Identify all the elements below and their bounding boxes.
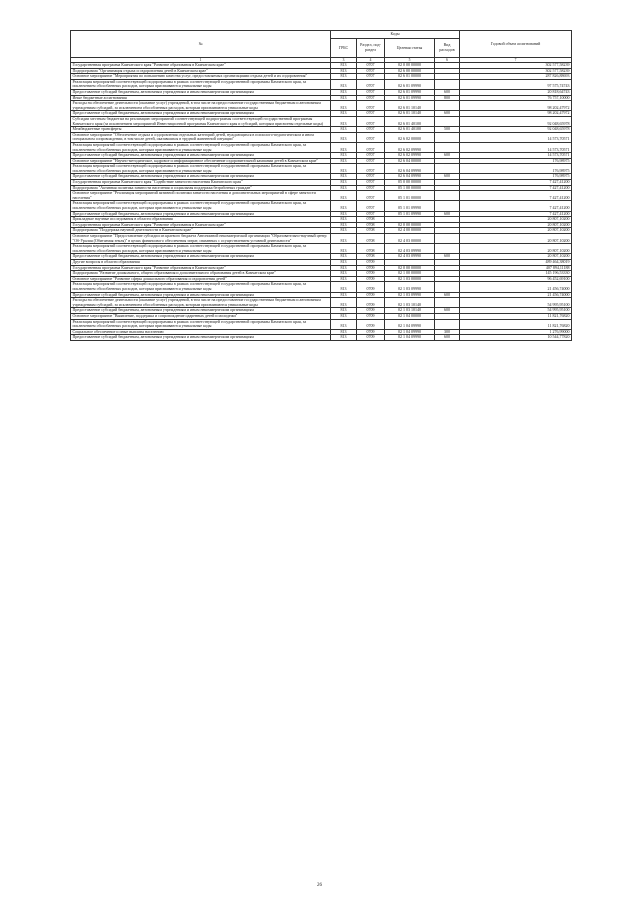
row-name-cell: Иные бюджетные ассигнования bbox=[71, 95, 331, 101]
row-sum-cell: 97 575,74743 bbox=[460, 79, 572, 89]
row-grbs-cell: 813 bbox=[331, 282, 357, 292]
row-csr-cell: 02 6 00 00000 bbox=[385, 68, 435, 74]
row-csr-cell: 05 1 01 09990 bbox=[385, 201, 435, 211]
row-vr-cell bbox=[435, 132, 460, 142]
row-sum-cell: 7 427,41200 bbox=[460, 185, 572, 191]
row-vr-cell: 600 bbox=[435, 111, 460, 117]
row-csr-cell: 02 6 01 40100 bbox=[385, 116, 435, 126]
row-sum-cell: 54 995,95100 bbox=[460, 298, 572, 308]
budget-allocation-table bbox=[70, 30, 572, 341]
row-razdel-cell: 0707 bbox=[357, 101, 385, 111]
row-csr-cell: 02 1 04 09990 bbox=[385, 319, 435, 329]
row-razdel-cell: 0708 bbox=[357, 244, 385, 254]
row-vr-cell: 600 bbox=[435, 89, 460, 95]
header-vr: Вид расходов bbox=[435, 39, 460, 58]
row-razdel-cell: 0709 bbox=[357, 276, 385, 282]
row-name-cell: Основное мероприятие "Развитие сферы дошкольного образования и оздоровления детей" bbox=[71, 276, 331, 282]
row-grbs-cell: 813 bbox=[331, 319, 357, 329]
row-grbs-cell: 813 bbox=[331, 111, 357, 117]
table-row bbox=[71, 132, 572, 142]
row-grbs-cell: 813 bbox=[331, 298, 357, 308]
row-csr-cell: 02 1 04 09990 bbox=[385, 329, 435, 335]
row-grbs-cell: 813 bbox=[331, 153, 357, 159]
row-vr-cell: 600 bbox=[435, 153, 460, 159]
row-name-cell: Предоставление субсидий бюджетным, автономным учреждениям и иным некоммерческим организациям bbox=[71, 89, 331, 95]
row-csr-cell: 02 1 04 00000 bbox=[385, 313, 435, 319]
header-grbs: ГРБС bbox=[331, 39, 357, 58]
row-csr-cell: 05 1 01 00000 bbox=[385, 191, 435, 201]
row-razdel-cell: 0707 bbox=[357, 116, 385, 126]
column-number: 3 bbox=[331, 58, 357, 63]
row-razdel-cell: 0709 bbox=[357, 292, 385, 298]
row-name-cell: Межбюджетные трансферты bbox=[71, 127, 331, 133]
row-grbs-cell: 813 bbox=[331, 116, 357, 126]
row-name-cell: Реализация мероприятий соответствующей подпрограммы в рамках соответствующей государственной программы Камчатского края, за исключением обособленных расходов, которым присваиваются уникальные коды bbox=[71, 201, 331, 211]
header-csr: Целевая статья bbox=[385, 39, 435, 58]
row-sum-cell: 20 807,10200 bbox=[460, 254, 572, 260]
row-grbs-cell: 813 bbox=[331, 101, 357, 111]
row-grbs-cell: 813 bbox=[331, 174, 357, 180]
row-grbs-cell: 813 bbox=[331, 217, 357, 223]
row-grbs-cell: 813 bbox=[331, 68, 357, 74]
row-razdel-cell: 0708 bbox=[357, 222, 385, 228]
row-grbs-cell: 813 bbox=[331, 254, 357, 260]
row-name-cell: Предоставление субсидий бюджетным, автономным учреждениям и иным некоммерческим организациям bbox=[71, 153, 331, 159]
row-razdel-cell: 0707 bbox=[357, 132, 385, 142]
row-sum-cell: 92 048,65978 bbox=[460, 127, 572, 133]
table-row bbox=[71, 282, 572, 292]
row-sum-cell: 76 757,10000 bbox=[460, 95, 572, 101]
row-sum-cell: 21 456,74000 bbox=[460, 292, 572, 298]
row-sum-cell: 98 202,47972 bbox=[460, 101, 572, 111]
row-grbs-cell: 813 bbox=[331, 180, 357, 186]
row-vr-cell: 600 bbox=[435, 292, 460, 298]
row-name-cell: Реализация мероприятий соответствующей подпрограммы в рамках соответствующей государственной программы Камчатского края, за исключением обособленных расходов, которым присваиваются уникальные коды bbox=[71, 319, 331, 329]
table-row bbox=[71, 101, 572, 111]
row-csr-cell: 05 1 00 00000 bbox=[385, 185, 435, 191]
row-grbs-cell: 813 bbox=[331, 308, 357, 314]
row-sum-cell: 96 452,69100 bbox=[460, 276, 572, 282]
row-csr-cell: 02 6 01 40100 bbox=[385, 127, 435, 133]
row-vr-cell bbox=[435, 282, 460, 292]
row-vr-cell bbox=[435, 191, 460, 201]
row-sum-cell: 176,98975 bbox=[460, 174, 572, 180]
row-razdel-cell: 0708 bbox=[357, 254, 385, 260]
row-razdel-cell: 0709 bbox=[357, 313, 385, 319]
row-razdel-cell: 0707 bbox=[357, 79, 385, 89]
row-vr-cell bbox=[435, 116, 460, 126]
row-csr-cell: 02 6 04 09990 bbox=[385, 174, 435, 180]
row-razdel-cell: 0709 bbox=[357, 319, 385, 329]
row-razdel-cell: 0707 bbox=[357, 174, 385, 180]
row-vr-cell bbox=[435, 319, 460, 329]
row-grbs-cell: 813 bbox=[331, 292, 357, 298]
row-grbs-cell: 813 bbox=[331, 185, 357, 191]
header-number: № bbox=[71, 31, 331, 58]
row-grbs-cell: 813 bbox=[331, 265, 357, 271]
column-number: 1 bbox=[71, 58, 331, 63]
row-razdel-cell: 0707 bbox=[357, 158, 385, 164]
row-razdel-cell: 0708 bbox=[357, 228, 385, 234]
row-razdel-cell: 0707 bbox=[357, 180, 385, 186]
row-razdel-cell: 0707 bbox=[357, 211, 385, 217]
row-sum-cell: 14 573,70571 bbox=[460, 153, 572, 159]
row-csr-cell: 02 6 01 09990 bbox=[385, 89, 435, 95]
table-row bbox=[71, 191, 572, 201]
row-sum-cell: 11 821,76820 bbox=[460, 319, 572, 329]
column-number: 7 bbox=[460, 58, 572, 63]
row-vr-cell: 600 bbox=[435, 308, 460, 314]
row-grbs-cell: 813 bbox=[331, 164, 357, 174]
row-grbs-cell: 813 bbox=[331, 222, 357, 228]
row-sum-cell: 7 427,41200 bbox=[460, 180, 572, 186]
row-razdel-cell: 0707 bbox=[357, 191, 385, 201]
row-razdel-cell: 0707 bbox=[357, 111, 385, 117]
row-csr-cell: 02 6 01 10140 bbox=[385, 101, 435, 111]
row-sum-cell: 20 807,10200 bbox=[460, 244, 572, 254]
row-csr-cell: 02 4 03 00000 bbox=[385, 234, 435, 244]
row-name-cell: Предоставление субсидий бюджетным, автономным учреждениям и иным некоммерческим организациям bbox=[71, 211, 331, 217]
row-grbs-cell: 813 bbox=[331, 63, 357, 69]
row-sum-cell: 14 573,70571 bbox=[460, 132, 572, 142]
row-csr-cell: 02 0 00 00000 bbox=[385, 265, 435, 271]
page-number: 26 bbox=[317, 883, 322, 888]
row-csr-cell: 05 1 01 09990 bbox=[385, 211, 435, 217]
row-sum-cell: 20 807,10200 bbox=[460, 222, 572, 228]
row-csr-cell: 02 6 02 09990 bbox=[385, 153, 435, 159]
row-sum-cell: 54 995,95100 bbox=[460, 308, 572, 314]
table-row bbox=[71, 234, 572, 244]
row-grbs-cell: 813 bbox=[331, 127, 357, 133]
row-csr-cell: 02 6 01 09990 bbox=[385, 79, 435, 89]
header-codes-group: Коды bbox=[331, 31, 460, 39]
row-razdel-cell: 0709 bbox=[357, 308, 385, 314]
row-name-cell: Основное мероприятие "Предоставление субсидии из краевого бюджета Автономной некоммерческой организации "Образовательно-научный центр "Об-Уралия (Обитаемая земля)" в целях финансового обеспечения затрат, связанных с осуществлением уставной деятельности" bbox=[71, 234, 331, 244]
row-razdel-cell: 0707 bbox=[357, 74, 385, 80]
row-csr-cell: 02 6 01 10140 bbox=[385, 111, 435, 117]
row-razdel-cell: 0707 bbox=[357, 185, 385, 191]
table-row bbox=[71, 244, 572, 254]
row-name-cell: Расходы на обеспечение деятельности (оказание услуг) учреждений, в том числе на предоставление государственным бюджетным и автономным учреждениям субсидий, за исключением обособленных расходов, которым присваиваются уникальные коды bbox=[71, 101, 331, 111]
row-name-cell: Предоставление субсидий бюджетным, автономным учреждениям и иным некоммерческим организациям bbox=[71, 174, 331, 180]
row-csr-cell: 02 1 03 10140 bbox=[385, 298, 435, 308]
row-name-cell: Подпрограмма "Поддержка научной деятельности в Камчатском крае" bbox=[71, 228, 331, 234]
budget-table-sheet bbox=[70, 30, 571, 341]
column-number: 4 bbox=[357, 58, 385, 63]
row-grbs-cell: 813 bbox=[331, 244, 357, 254]
row-csr-cell: 02 4 00 00000 bbox=[385, 228, 435, 234]
row-csr-cell: 02 6 02 09990 bbox=[385, 142, 435, 152]
row-grbs-cell: 813 bbox=[331, 74, 357, 80]
row-sum-cell: 489 464,38019 bbox=[460, 259, 572, 265]
row-grbs-cell: 813 bbox=[331, 79, 357, 89]
row-sum-cell: 302 577,58239 bbox=[460, 68, 572, 74]
row-grbs-cell: 813 bbox=[331, 191, 357, 201]
table-row bbox=[71, 79, 572, 89]
row-sum-cell: 7 427,41200 bbox=[460, 191, 572, 201]
row-sum-cell: 176,98975 bbox=[460, 164, 572, 174]
row-grbs-cell: 813 bbox=[331, 142, 357, 152]
row-razdel-cell: 0707 bbox=[357, 201, 385, 211]
row-csr-cell: 02 6 04 09990 bbox=[385, 164, 435, 174]
row-vr-cell bbox=[435, 142, 460, 152]
row-name-cell: Реализация мероприятий соответствующей подпрограммы в рамках соответствующей государственной программы Камчатского края, за исключением обособленных расходов, которым присваиваются уникальные коды bbox=[71, 79, 331, 89]
row-sum-cell: 20 807,10200 bbox=[460, 217, 572, 223]
row-sum-cell: 7 427,41200 bbox=[460, 201, 572, 211]
row-sum-cell: 20 807,10200 bbox=[460, 234, 572, 244]
row-vr-cell bbox=[435, 298, 460, 308]
row-csr-cell: 02 6 02 00000 bbox=[385, 132, 435, 142]
row-csr-cell: 02 6 04 00000 bbox=[385, 158, 435, 164]
row-name-cell: Подпрограмма "Развитие дошкольного, общего образования и дополнительного образования детей в Камчатском крае" bbox=[71, 271, 331, 277]
row-razdel-cell: 0709 bbox=[357, 329, 385, 335]
table-row bbox=[71, 116, 572, 126]
column-number: 6 bbox=[435, 58, 460, 63]
row-grbs-cell: 813 bbox=[331, 335, 357, 341]
row-name-cell: Социальное обеспечение и иные выплаты населению bbox=[71, 329, 331, 335]
row-name-cell: Другие вопросы в области образования bbox=[71, 259, 331, 265]
row-razdel-cell: 0709 bbox=[357, 271, 385, 277]
row-grbs-cell: 813 bbox=[331, 201, 357, 211]
row-name-cell: Подпрограмма "Активная политика занятости населения и социальная поддержка безработных граждан" bbox=[71, 185, 331, 191]
row-grbs-cell: 813 bbox=[331, 95, 357, 101]
row-razdel-cell: 0707 bbox=[357, 68, 385, 74]
row-razdel-cell: 0709 bbox=[357, 335, 385, 341]
row-razdel-cell: 0708 bbox=[357, 234, 385, 244]
row-name-cell: Расходы на обеспечение деятельности (оказание услуг) учреждений, в том числе на предоставление государственным бюджетным и автономным учреждениям субсидий, за исключением обособленных расходов, которым присваиваются уникальные коды bbox=[71, 298, 331, 308]
row-vr-cell: 600 bbox=[435, 174, 460, 180]
row-name-cell: Государственная программа Камчатского края "Содействие занятости населения Камчатского края" bbox=[71, 180, 331, 186]
row-sum-cell: 7 427,41200 bbox=[460, 211, 572, 217]
row-vr-cell bbox=[435, 234, 460, 244]
row-razdel-cell: 0709 bbox=[357, 265, 385, 271]
row-grbs-cell: 813 bbox=[331, 313, 357, 319]
row-grbs-cell: 813 bbox=[331, 276, 357, 282]
row-razdel-cell: 0709 bbox=[357, 259, 385, 265]
row-razdel-cell: 0707 bbox=[357, 153, 385, 159]
table-row bbox=[71, 201, 572, 211]
row-grbs-cell: 813 bbox=[331, 259, 357, 265]
row-sum-cell: 176,98975 bbox=[460, 158, 572, 164]
row-razdel-cell: 0708 bbox=[357, 217, 385, 223]
table-row bbox=[71, 298, 572, 308]
row-sum-cell: 20 818,64743 bbox=[460, 89, 572, 95]
row-csr-cell: 02 1 03 00000 bbox=[385, 276, 435, 282]
row-csr-cell: 02 1 03 10140 bbox=[385, 308, 435, 314]
row-razdel-cell: 0707 bbox=[357, 127, 385, 133]
row-name-cell: Подпрограмма "Организация отдыха и оздоровления детей в Камчатском крае" bbox=[71, 68, 331, 74]
row-vr-cell: 800 bbox=[435, 95, 460, 101]
header-annual-volume: Годовой объем ассигнований bbox=[460, 31, 572, 58]
row-csr-cell: 02 6 01 09990 bbox=[385, 95, 435, 101]
row-name-cell: Основное мероприятие "Научно-методическое, кадровое и информационное обеспечение оздоровительной кампании детей в Камчатском крае" bbox=[71, 158, 331, 164]
row-grbs-cell: 813 bbox=[331, 211, 357, 217]
row-grbs-cell: 813 bbox=[331, 329, 357, 335]
header-razdel: Раздел, под-раздел bbox=[357, 39, 385, 58]
row-name-cell: Государственная программа Камчатского края "Развитие образования в Камчатском крае" bbox=[71, 222, 331, 228]
row-sum-cell: 10 544,77820 bbox=[460, 335, 572, 341]
column-number: 5 bbox=[385, 58, 435, 63]
row-vr-cell bbox=[435, 79, 460, 89]
row-sum-cell: 302 577,58239 bbox=[460, 63, 572, 69]
row-name-cell: Основное мероприятие "Выявление, поддержка и сопровождение одаренных детей и молодежи" bbox=[71, 313, 331, 319]
row-name-cell: Государственная программа Камчатского края "Развитие образования в Камчатском крае" bbox=[71, 63, 331, 69]
row-csr-cell: 02 4 03 09990 bbox=[385, 244, 435, 254]
row-name-cell: Реализация мероприятий соответствующей подпрограммы в рамках соответствующей государственной программы Камчатского края, за исключением обособленных расходов, которым присваиваются уникальные коды bbox=[71, 282, 331, 292]
row-name-cell: Прикладные научные исследования в области образования bbox=[71, 217, 331, 223]
row-csr-cell: 02 0 00 00000 bbox=[385, 222, 435, 228]
row-razdel-cell: 0709 bbox=[357, 282, 385, 292]
row-name-cell: Основное мероприятие "Реализация мероприятий активной политики занятости населения и дополнительных мероприятий в сфере занятости населения" bbox=[71, 191, 331, 201]
row-razdel-cell: 0709 bbox=[357, 298, 385, 308]
row-vr-cell bbox=[435, 164, 460, 174]
row-vr-cell: 300 bbox=[435, 329, 460, 335]
row-csr-cell: 02 1 00 00000 bbox=[385, 271, 435, 277]
row-name-cell: Реализация мероприятий соответствующей подпрограммы в рамках соответствующей государственной программы Камчатского края, за исключением обособленных расходов, которым присваиваются уникальные коды bbox=[71, 164, 331, 174]
table-row bbox=[71, 142, 572, 152]
row-vr-cell: 600 bbox=[435, 254, 460, 260]
row-name-cell: Предоставление субсидий бюджетным, автономным учреждениям и иным некоммерческим организациям bbox=[71, 111, 331, 117]
row-csr-cell: 02 0 00 00000 bbox=[385, 63, 435, 69]
row-grbs-cell: 813 bbox=[331, 132, 357, 142]
row-sum-cell: 11 821,76820 bbox=[460, 313, 572, 319]
row-sum-cell: 1 276,99000 bbox=[460, 329, 572, 335]
row-grbs-cell: 813 bbox=[331, 89, 357, 95]
row-sum-cell: 98 202,47972 bbox=[460, 111, 572, 117]
row-razdel-cell: 0707 bbox=[357, 89, 385, 95]
table-row bbox=[71, 319, 572, 329]
row-name-cell: Предоставление субсидий бюджетным, автономным учреждениям и иным некоммерческим организациям bbox=[71, 292, 331, 298]
row-name-cell: Основное мероприятие "Обеспечение отдыха и оздоровления отдельных категорий детей, нуждающихся в психолого-педагогическом и ином специальном сопровождении, в том числе детей, оказавшихся в трудной жизненной ситуации" bbox=[71, 132, 331, 142]
row-sum-cell: 287 826,88693 bbox=[460, 74, 572, 80]
row-csr-cell: 05 0 00 00000 bbox=[385, 180, 435, 186]
row-vr-cell bbox=[435, 244, 460, 254]
row-csr-cell: 02 6 01 00000 bbox=[385, 74, 435, 80]
table-row bbox=[71, 164, 572, 174]
row-grbs-cell: 813 bbox=[331, 271, 357, 277]
row-name-cell: Предоставление субсидий бюджетным, автономным учреждениям и иным некоммерческим организациям bbox=[71, 308, 331, 314]
row-grbs-cell: 813 bbox=[331, 228, 357, 234]
row-sum-cell: 21 456,74000 bbox=[460, 282, 572, 292]
row-csr-cell: 02 4 03 09990 bbox=[385, 254, 435, 260]
row-csr-cell: 02 1 04 09990 bbox=[385, 335, 435, 341]
row-csr-cell: 02 1 03 09990 bbox=[385, 292, 435, 298]
row-razdel-cell: 0707 bbox=[357, 142, 385, 152]
row-name-cell: Предоставление субсидий бюджетным, автономным учреждениям и иным некоммерческим организациям bbox=[71, 335, 331, 341]
row-name-cell: Реализация мероприятий соответствующей подпрограммы в рамках соответствующей государственной программы Камчатского края, за исключением обособленных расходов, которым присваиваются уникальные коды bbox=[71, 244, 331, 254]
table-body bbox=[71, 63, 572, 341]
row-vr-cell bbox=[435, 101, 460, 111]
row-razdel-cell: 0707 bbox=[357, 63, 385, 69]
row-csr-cell: 02 1 03 09990 bbox=[385, 282, 435, 292]
row-vr-cell bbox=[435, 201, 460, 211]
row-vr-cell: 600 bbox=[435, 335, 460, 341]
row-name-cell: Государственная программа Камчатского края "Развитие образования в Камчатском крае" bbox=[71, 265, 331, 271]
row-name-cell: Субсидии местным бюджетам на реализацию мероприятий соответствующей подпрограммы соответствующей государственной программы Камчатского края (за исключением мероприятий Инвестиционной программы Камчатского края и субсидий, которым присвоены отдельные коды) bbox=[71, 116, 331, 126]
row-vr-cell: 600 bbox=[435, 211, 460, 217]
table-row bbox=[71, 335, 572, 341]
row-razdel-cell: 0707 bbox=[357, 95, 385, 101]
row-name-cell: Предоставление субсидий бюджетным, автономным учреждениям и иным некоммерческим организациям bbox=[71, 254, 331, 260]
row-sum-cell: 14 573,70571 bbox=[460, 142, 572, 152]
row-vr-cell: 500 bbox=[435, 127, 460, 133]
row-sum-cell: 145 196,53330 bbox=[460, 271, 572, 277]
row-name-cell: Основное мероприятие "Мероприятия по повышению качества услуг, предоставляемых организациями отдыха детей и их оздоровления" bbox=[71, 74, 331, 80]
row-grbs-cell: 813 bbox=[331, 234, 357, 244]
row-sum-cell: 92 048,65978 bbox=[460, 116, 572, 126]
row-name-cell: Реализация мероприятий соответствующей подпрограммы в рамках соответствующей государственной программы Камчатского края, за исключением обособленных расходов, которым присваиваются уникальные коды bbox=[71, 142, 331, 152]
row-razdel-cell: 0707 bbox=[357, 164, 385, 174]
row-grbs-cell: 813 bbox=[331, 158, 357, 164]
row-sum-cell: 20 807,10200 bbox=[460, 228, 572, 234]
row-sum-cell: 407 894,11188 bbox=[460, 265, 572, 271]
